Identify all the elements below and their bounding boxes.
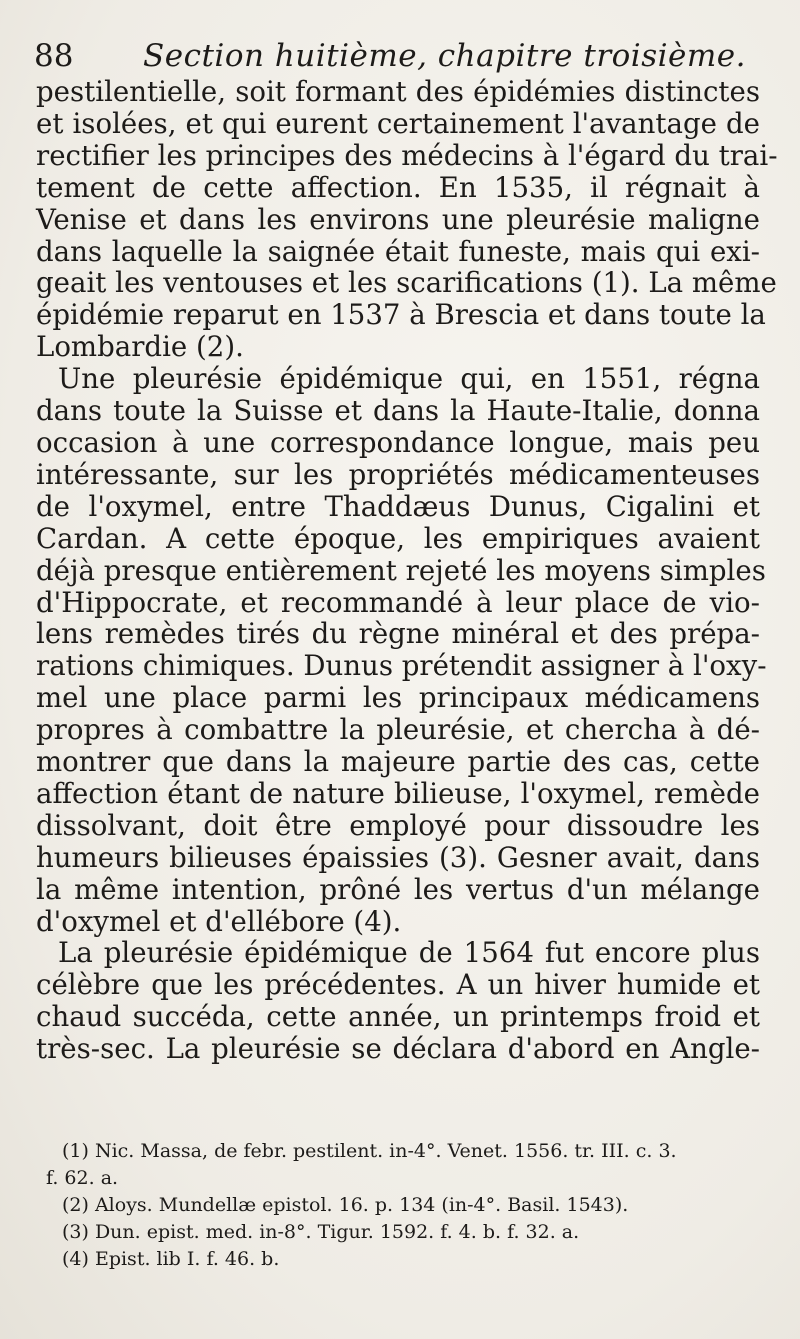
text-line: rations chimiques. Dunus prétendit assigner à l'oxy-: [36, 649, 767, 683]
text-line: célèbre que les précédentes. A un hiver humide et: [36, 968, 760, 1002]
text-line: pestilentielle, soit formant des épidémies distinctes: [36, 75, 760, 108]
text-line: de l'oxymel, entre Thaddæus Dunus, Cigalini et: [36, 489, 760, 523]
footnote-2: (2) Aloys. Mundellæ epistol. 16. p. 134 (in-4°. Basil. 1543).: [62, 1194, 629, 1216]
text-line: affection étant de nature bilieuse, l'oxymel, remède: [36, 776, 760, 810]
text-line: intéressante, sur les propriétés médicamenteuses: [36, 457, 760, 491]
text-line: dans laquelle la saignée était funeste, mais qui exi-: [36, 234, 760, 268]
footnote-1-continuation: f. 62. a.: [46, 1167, 119, 1189]
text-line: déjà presque entièrement rejeté les moyens simples: [36, 553, 766, 587]
text-line: d'oxymel et d'ellébore (4).: [36, 904, 402, 938]
text-line: Lombardie (2).: [36, 330, 244, 364]
text-line: chaud succéda, cette année, un printemps froid et: [36, 1000, 760, 1034]
text-line: très-sec. La pleurésie se déclara d'abord en Angle-: [36, 1032, 760, 1066]
footnote-1: (1) Nic. Massa, de febr. pestilent. in-4°. Venet. 1556. tr. III. c. 3.: [62, 1140, 677, 1162]
text-line: la même intention, prôné les vertus d'un mélange: [36, 872, 760, 906]
text-line: et isolées, et qui eurent certainement l'avantage de: [36, 106, 760, 140]
running-title: Section huitième, chapitre troisième.: [143, 38, 746, 74]
footnotes: [46, 1138, 774, 1273]
text-line: dissolvant, doit être employé pour dissoudre les: [36, 808, 760, 842]
text-line: occasion à une correspondance longue, mais peu: [36, 425, 760, 459]
text-line: rectifier les principes des médecins à l'égard du trai-: [36, 138, 778, 172]
text-line: Cardan. A cette époque, les empiriques avaient: [36, 521, 760, 555]
footnote-3: (3) Dun. epist. med. in-8°. Tigur. 1592. f. 4. b. f. 32. a.: [62, 1221, 580, 1243]
text-line: tement de cette affection. En 1535, il régnait à: [36, 170, 760, 204]
text-line: lens remèdes tirés du règne minéral et des prépa-: [36, 617, 760, 651]
text-line: La pleurésie épidémique de 1564 fut encore plus: [58, 936, 760, 970]
text-line: montrer que dans la majeure partie des cas, cette: [36, 745, 760, 779]
main-text: [36, 75, 778, 1066]
text-line: dans toute la Suisse et dans la Haute-Italie, donna: [36, 394, 760, 428]
page-header: [28, 34, 768, 79]
text-line: Venise et dans les environs une pleurésie maligne: [36, 202, 760, 236]
text-line: Une pleurésie épidémique qui, en 1551, régna: [58, 362, 760, 396]
footnote-4: (4) Epist. lib I. f. 46. b.: [62, 1248, 280, 1270]
text-line: humeurs bilieuses épaissies (3). Gesner avait, dans: [36, 840, 760, 874]
page-number: 88: [34, 38, 74, 74]
text-line: mel une place parmi les principaux médicamens: [36, 681, 760, 715]
text-line: d'Hippocrate, et recommandé à leur place de vio-: [36, 585, 760, 619]
text-line: propres à combattre la pleurésie, et chercha à dé-: [36, 713, 760, 747]
text-line: épidémie reparut en 1537 à Brescia et dans toute la: [36, 298, 766, 332]
text-line: geait les ventouses et les scarifications (1). La même: [36, 266, 777, 300]
